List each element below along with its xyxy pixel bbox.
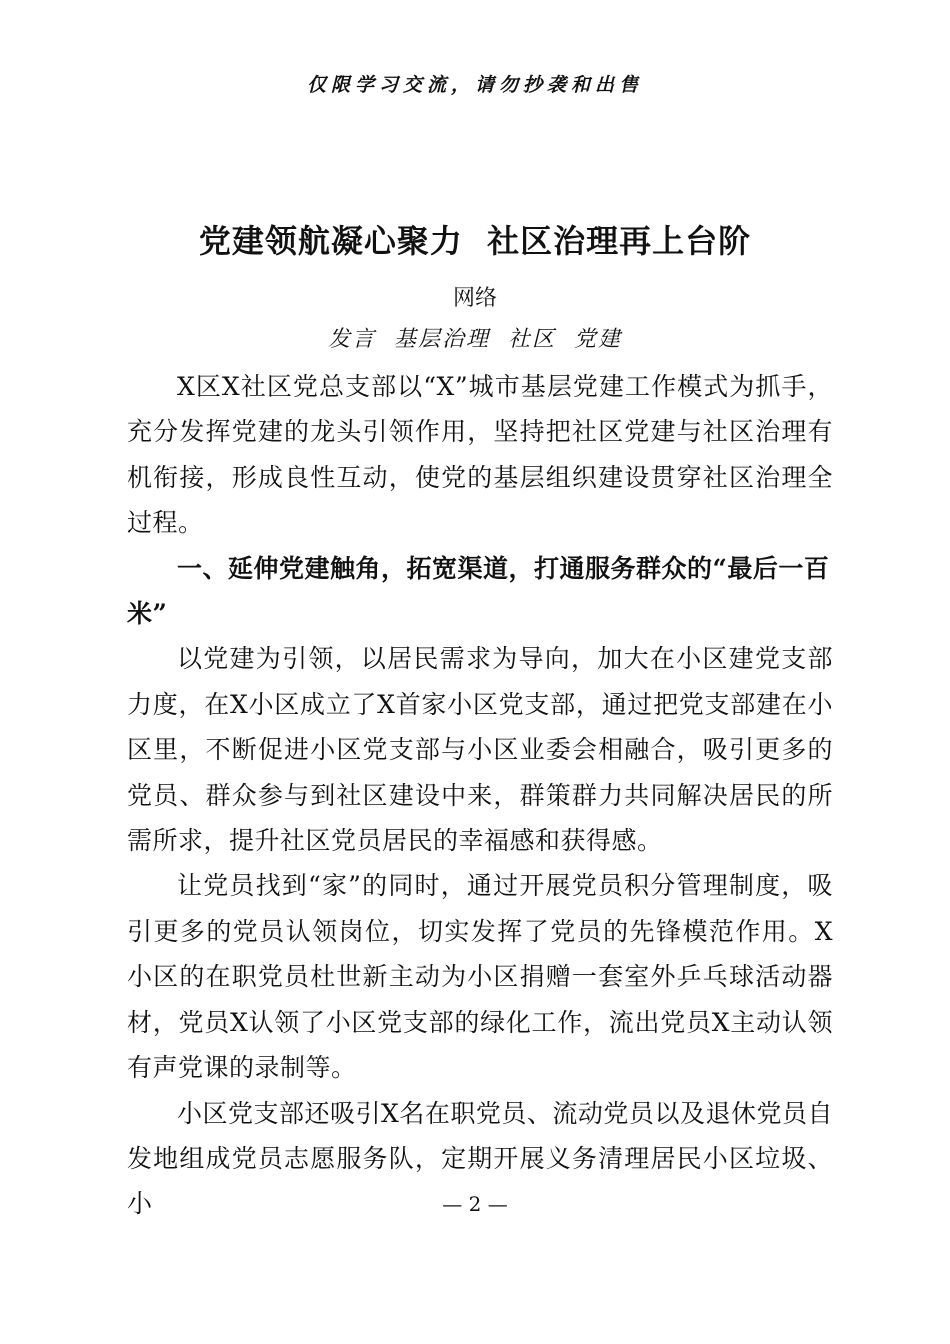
body-paragraph: 小区党支部还吸引X名在职党员、流动党员以及退休党员自发地组成党员志愿服务队，定期开展义务清理居民小区垃圾、小 (127, 1098, 833, 1219)
body-paragraph: 以党建为引领，以居民需求为导向，加大在小区建党支部力度，在X小区成立了X首家小区党支部，通过把党支部建在小区里，不断促进小区党支部与小区业委会相融合，吸引更多的党员、群众参与到社区建设中来，群策群力共同解决居民的所需所求，提升社区党员居民的幸福感和获得感。 (127, 644, 833, 856)
section-heading: 一、延伸党建触角，拓宽渠道，打通服务群众的“最后一百米” (127, 553, 830, 629)
copyright-notice: 仅限学习交流，请勿抄袭和出售 (306, 74, 643, 96)
intro-paragraph: X区X社区党总支部以“X”城市基层党建工作模式为抓手，充分发挥党建的龙头引领作用，坚持把社区党建与社区治理有机衔接，形成良性互动，使党的基层组织建设贯穿社区治理全过程。 (127, 372, 833, 538)
article-title: 党建领航凝心聚力 社区治理再上台阶 (198, 222, 752, 260)
body-paragraph: 让党员找到“家”的同时，通过开展党员积分管理制度，吸引更多的党员认领岗位，切实发挥了党员的先锋模范作用。X小区的在职党员杜世新主动为小区捐赠一套室外乒乓球活动器材，党员X认领了小区党支部的绿化工作，流出党员X主动认领有声党课的录制等。 (127, 871, 833, 1083)
article-author: 网络 (452, 286, 497, 311)
article-body (127, 364, 833, 1227)
page-number: — 2 — (442, 1192, 508, 1216)
article-keywords: 发言 基层治理 社区 党建 (328, 327, 622, 352)
